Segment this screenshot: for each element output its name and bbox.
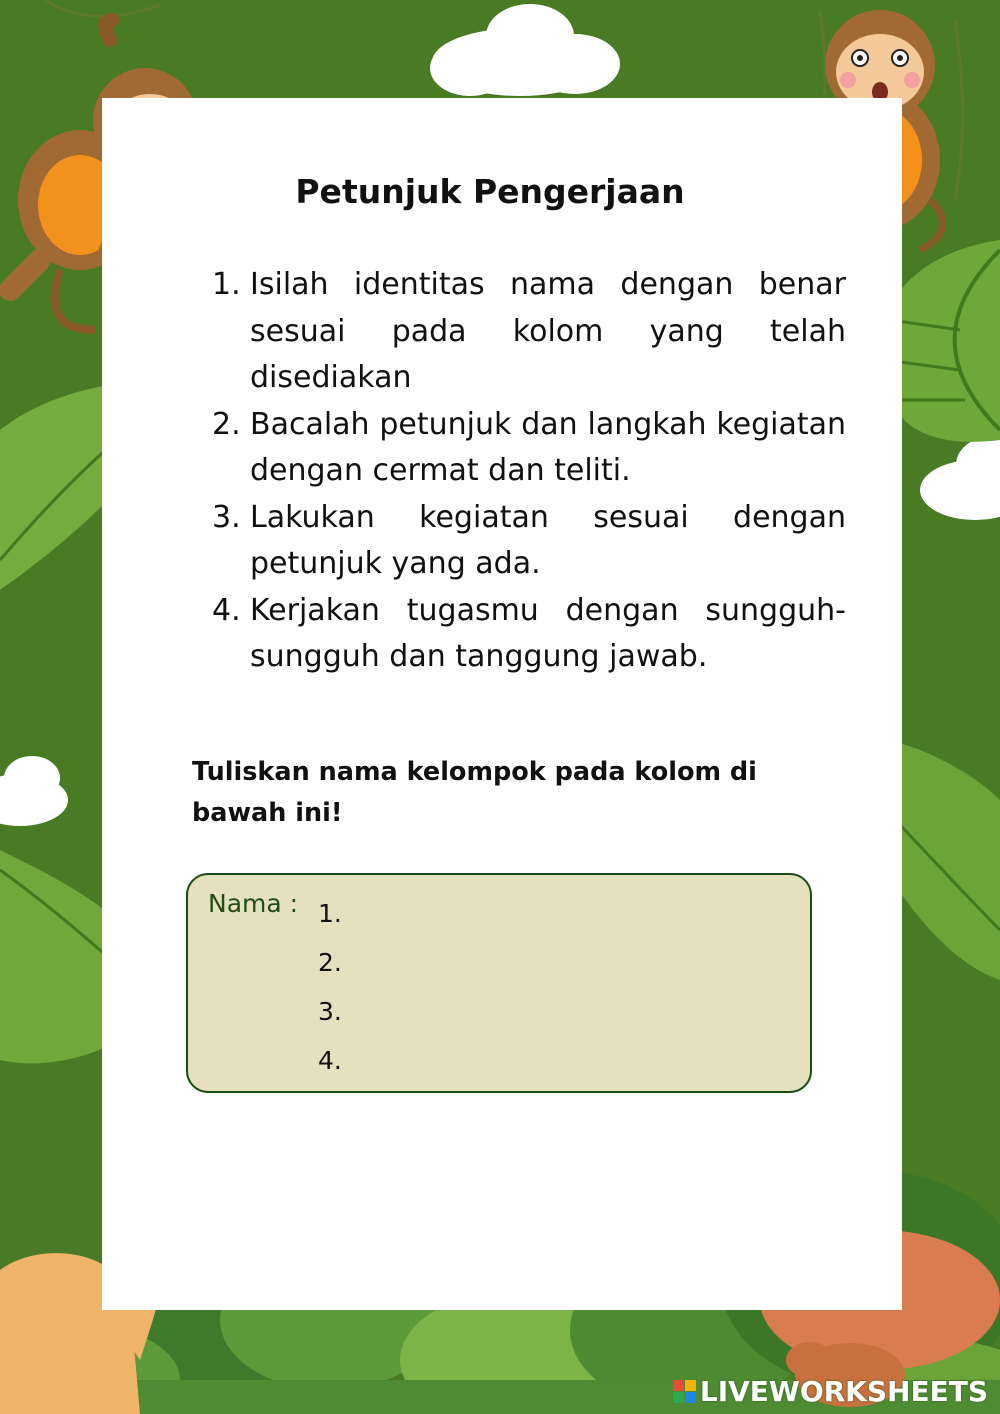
group-name-box[interactable] <box>186 873 812 1093</box>
group-name-instruction: Tuliskan nama kelompok pada kolom di bawah ini! <box>192 757 757 828</box>
step-number: 3. <box>212 499 241 535</box>
liveworksheets-logo <box>673 1375 988 1408</box>
step-number: 1. <box>212 267 241 302</box>
step-number: 2. <box>212 406 241 442</box>
name-entry[interactable]: 4. <box>318 1046 342 1075</box>
cloud-icon <box>920 437 1000 520</box>
brand-logo-icon <box>673 1380 696 1403</box>
list-item <box>212 588 846 681</box>
step-text: Bacalah petunjuk dan langkah kegiatan dengan cermat dan teliti. <box>250 406 846 488</box>
step-text: Lakukan kegiatan sesuai dengan petunjuk yang ada. <box>250 499 846 581</box>
step-text: Kerjakan tugasmu dengan sungguh-sungguh dan tanggung jawab. <box>250 592 846 674</box>
name-label: Nama : <box>208 889 299 918</box>
brand-name: LIVEWORKSHEETS <box>699 1375 988 1408</box>
list-item <box>212 262 846 402</box>
cloud-icon <box>430 4 620 96</box>
name-entry[interactable]: 2. <box>318 948 342 977</box>
list-item <box>212 495 846 588</box>
page-title: Petunjuk Pengerjaan <box>295 172 685 211</box>
name-entry[interactable]: 1. <box>318 899 342 928</box>
list-item <box>212 402 846 495</box>
instructions-list <box>212 262 846 681</box>
step-text: Isilah identitas nama dengan benar sesuai pada kolom yang telah disediakan <box>250 267 846 395</box>
step-number: 4. <box>212 592 241 628</box>
name-entry[interactable]: 3. <box>318 997 342 1026</box>
cloud-icon <box>0 756 68 826</box>
name-entries <box>318 889 342 1085</box>
